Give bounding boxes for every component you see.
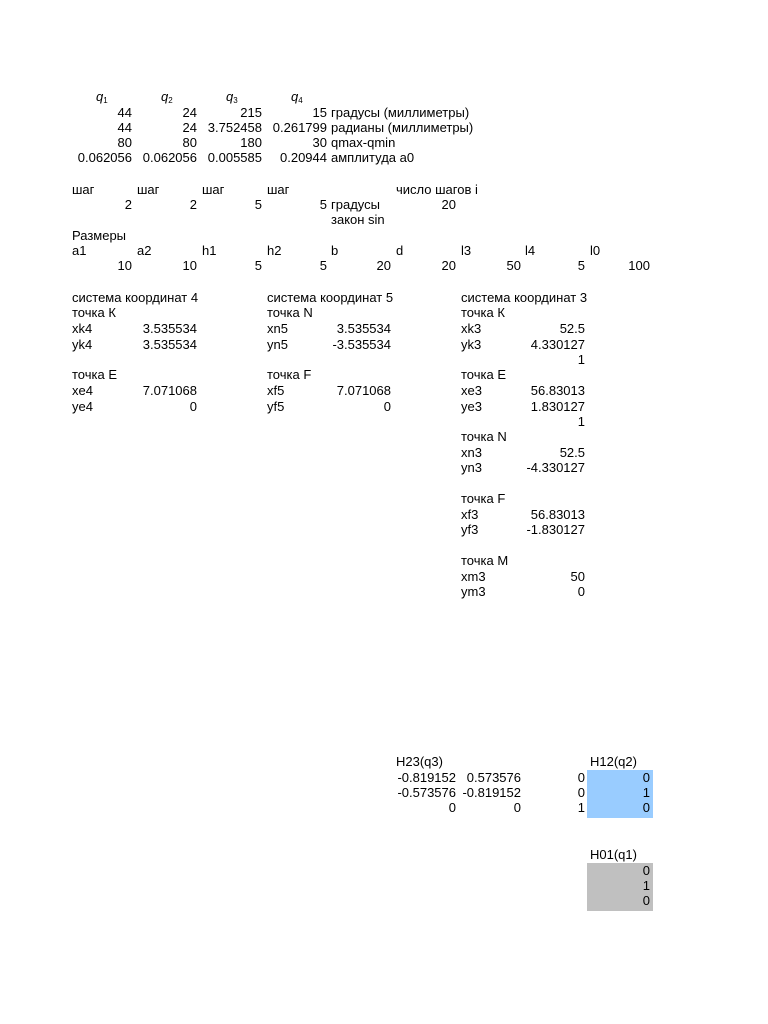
h23-title: H23(q3): [396, 754, 443, 769]
cell: 30: [312, 135, 327, 150]
cs3-ye-label: ye3: [461, 399, 482, 414]
cs5-yn-label: yn5: [267, 337, 288, 352]
cs3-point-e: точка E: [461, 367, 507, 382]
cell: 0.062056: [77, 150, 132, 165]
cs3-xf-value: 56.83013: [530, 507, 585, 522]
cs5-point-f: точка F: [267, 367, 312, 382]
size-name: l3: [461, 243, 472, 258]
cs4-yk-value: 3.535534: [142, 337, 197, 352]
header-q2: $q_2$: [161, 89, 173, 105]
step-label: шаг: [72, 182, 95, 197]
size-name: a1: [72, 243, 87, 258]
cs3-yf-label: yf3: [461, 522, 479, 537]
row-label: qmax-qmin: [331, 135, 396, 150]
matrix-cell: -0.573576: [397, 785, 456, 800]
matrix-cell: -0.819152: [397, 770, 456, 785]
cell: 180: [240, 135, 262, 150]
cs5-yn-value: -3.535534: [332, 337, 391, 352]
cs3-point-n: точка N: [461, 429, 507, 444]
cell: 44: [117, 120, 132, 135]
step-label: шаг: [202, 182, 225, 197]
cs3-yn-label: yn3: [461, 460, 482, 475]
cs5-yf-value: 0: [383, 399, 391, 414]
cs3-xk-label: xk3: [461, 321, 482, 336]
step-count-label: число шагов i: [396, 182, 478, 197]
matrix-cell: 0: [513, 800, 521, 815]
cell: 215: [240, 105, 262, 120]
size-value: 20: [376, 258, 391, 273]
cs3-ym-label: ym3: [461, 584, 486, 599]
cs3-point-m: точка M: [461, 553, 509, 568]
sizes-title: Размеры: [72, 228, 127, 243]
cs4-xe-label: xe4: [72, 383, 93, 398]
cell: 44: [117, 105, 132, 120]
cs3-ye-value: 1.830127: [530, 399, 585, 414]
cs3-yf-value: -1.830127: [526, 522, 585, 537]
matrix-cell: -0.819152: [462, 785, 521, 800]
matrix-cell: 0.573576: [466, 770, 521, 785]
cs4-yk-label: yk4: [72, 337, 93, 352]
size-name: h2: [267, 243, 282, 258]
matrix-cell: 0: [577, 785, 585, 800]
cs4-xk-label: xk4: [72, 321, 93, 336]
cell: 0.005585: [207, 150, 262, 165]
step-label: шаг: [267, 182, 290, 197]
cs3-e-homog: 1: [577, 414, 585, 429]
cell: 0.20944: [280, 150, 327, 165]
cell: 80: [117, 135, 132, 150]
cs3-yk-label: yk3: [461, 337, 482, 352]
size-value: 50: [506, 258, 521, 273]
matrix-cell: 1: [642, 878, 650, 893]
cs3-xf-label: xf3: [461, 507, 479, 522]
matrix-cell: 0: [642, 800, 650, 815]
matrix-cell: 0: [642, 863, 650, 878]
cs4-ye-value: 0: [189, 399, 197, 414]
size-value: 20: [441, 258, 456, 273]
row-label: радианы (миллиметры): [331, 120, 474, 135]
step-count-value: 20: [441, 197, 456, 212]
cs3-xe-value: 56.83013: [530, 383, 585, 398]
row-label: амплитуда a0: [331, 150, 415, 165]
cell: 80: [182, 135, 197, 150]
cs3-yk-value: 4.330127: [530, 337, 585, 352]
cs3-yn-value: -4.330127: [526, 460, 585, 475]
step-value: 2: [124, 197, 132, 212]
size-value: 5: [254, 258, 262, 273]
row-label: градусы (миллиметры): [331, 105, 470, 120]
cs5-xf-value: 7.071068: [336, 383, 391, 398]
size-name: l0: [590, 243, 601, 258]
size-value: 10: [117, 258, 132, 273]
cs3-ym-value: 0: [577, 584, 585, 599]
h12-title: H12(q2): [590, 754, 637, 769]
step-law: закон sin: [331, 212, 385, 227]
cs4-point-e: точка E: [72, 367, 118, 382]
matrix-cell: 1: [642, 785, 650, 800]
cs3-k-homog: 1: [577, 352, 585, 367]
size-value: 100: [628, 258, 650, 273]
size-name: a2: [137, 243, 152, 258]
matrix-cell: 0: [448, 800, 456, 815]
size-value: 5: [319, 258, 327, 273]
cs3-title: система координат 3: [461, 290, 588, 305]
cs3-xe-label: xe3: [461, 383, 482, 398]
header-q4: $q_4$: [291, 89, 303, 105]
cell: 0.261799: [272, 120, 327, 135]
cs3-point-f: точка F: [461, 491, 506, 506]
cs3-xk-value: 52.5: [559, 321, 585, 336]
cs3-point-k: точка К: [461, 305, 505, 320]
cs4-ye-label: ye4: [72, 399, 93, 414]
header-q1: $q_1$: [96, 89, 108, 105]
cs5-xn-value: 3.535534: [336, 321, 391, 336]
cs5-xf-label: xf5: [267, 383, 285, 398]
matrix-cell: 0: [577, 770, 585, 785]
cs4-point-k: точка К: [72, 305, 116, 320]
step-value: 5: [319, 197, 327, 212]
matrix-cell: 1: [577, 800, 585, 815]
step-units: градусы: [331, 197, 380, 212]
cell: 0.062056: [142, 150, 197, 165]
cs5-yf-label: yf5: [267, 399, 285, 414]
size-name: b: [331, 243, 339, 258]
cs3-xm-value: 50: [570, 569, 585, 584]
cell: 24: [182, 120, 197, 135]
cs3-xm-label: xm3: [461, 569, 486, 584]
size-name: l4: [525, 243, 536, 258]
cell: 3.752458: [207, 120, 262, 135]
cell: 15: [312, 105, 327, 120]
cs4-title: система координат 4: [72, 290, 199, 305]
cs3-xn-label: xn3: [461, 445, 482, 460]
cs4-xk-value: 3.535534: [142, 321, 197, 336]
cell: 24: [182, 105, 197, 120]
matrix-cell: 0: [642, 893, 650, 908]
size-value: 5: [577, 258, 585, 273]
size-name: d: [396, 243, 404, 258]
step-value: 2: [189, 197, 197, 212]
cs3-xn-value: 52.5: [559, 445, 585, 460]
size-value: 10: [182, 258, 197, 273]
cs5-point-n: точка N: [267, 305, 313, 320]
step-value: 5: [254, 197, 262, 212]
step-label: шаг: [137, 182, 160, 197]
header-q3: $q_3$: [226, 89, 238, 105]
cs5-title: система координат 5: [267, 290, 394, 305]
cs4-xe-value: 7.071068: [142, 383, 197, 398]
matrix-cell: 0: [642, 770, 650, 785]
cs5-xn-label: xn5: [267, 321, 288, 336]
size-name: h1: [202, 243, 217, 258]
h01-title: H01(q1): [590, 847, 637, 862]
